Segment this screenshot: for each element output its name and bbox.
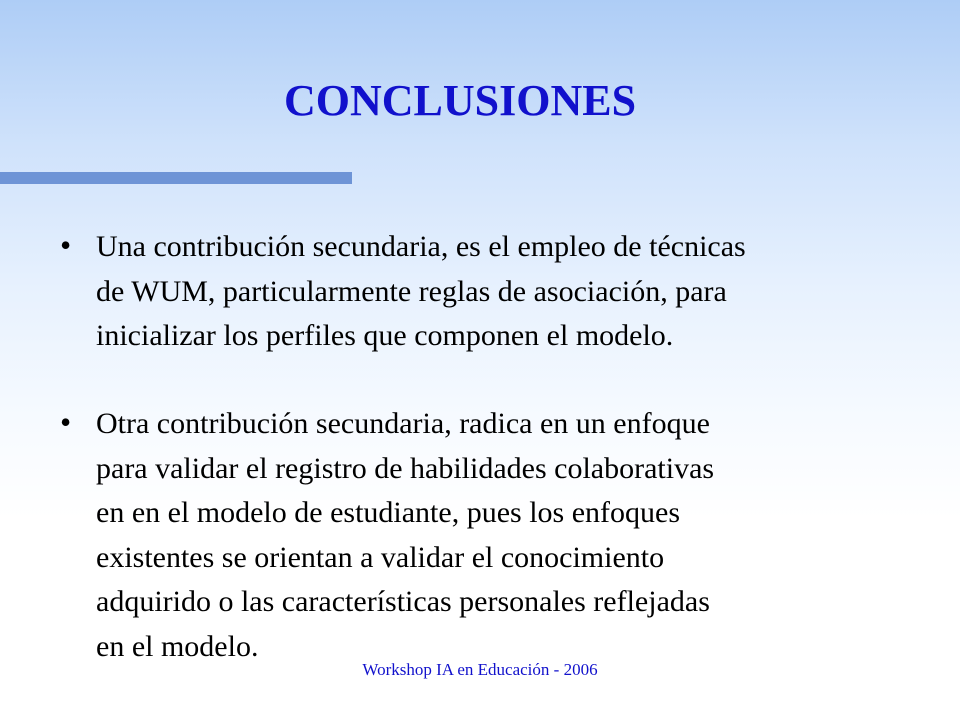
bullet-line: de WUM, particularmente reglas de asociación, para — [96, 274, 727, 308]
bullet-dot-icon: • — [60, 404, 72, 440]
bullet-line — [60, 223, 920, 270]
bullet-item-1 — [60, 223, 920, 359]
bullet-line: inicializar los perfiles que componen el modelo. — [96, 319, 674, 352]
bullet-text: Una contribución secundaria, es el empleo de técnicas — [96, 230, 746, 263]
bullet-line: en en el modelo de estudiante, pues los enfoques — [96, 496, 681, 529]
bullet-line: existentes se orientan a validar el conocimiento — [96, 540, 665, 574]
slide-footer: Workshop IA en Educación - 2006 — [362, 660, 598, 679]
bullet-line: para validar el registro de habilidades colaborativas — [96, 451, 715, 485]
bullet-line — [60, 400, 920, 447]
bullet-line: adquirido o las características personales reflejadas — [96, 585, 710, 618]
bullet-text: Otra contribución secundaria, radica en un enfoque — [96, 407, 710, 440]
slide-title: CONCLUSIONES — [283, 76, 637, 125]
bullet-item-2 — [60, 400, 920, 669]
title-divider — [0, 172, 352, 184]
bullet-line: en el modelo. — [96, 629, 259, 663]
bullet-dot-icon: • — [60, 227, 72, 263]
